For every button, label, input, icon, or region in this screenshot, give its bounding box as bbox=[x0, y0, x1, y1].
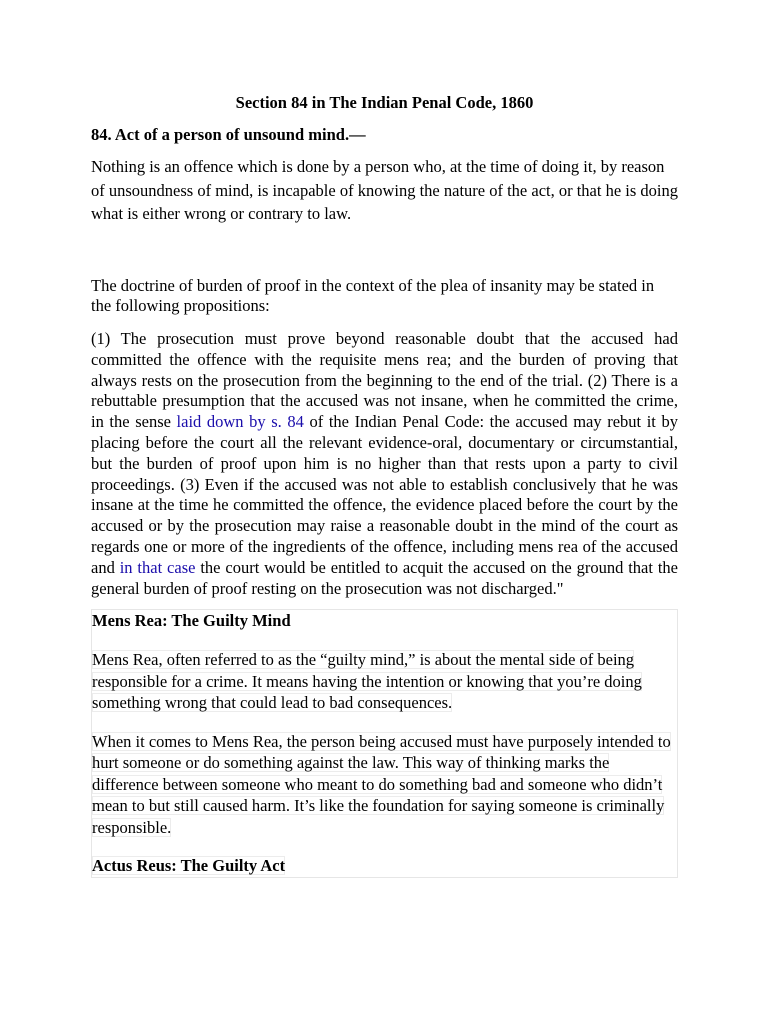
propositions-text-1: (1) The prosecution must prove beyond reasonable doubt that the accused had committed the offence with the requisite mens rea; and the burden of proving that always rests on the prosecution from the beginning to the end of the trial. (2) There is a rebuttable presumption that the accused was not insane, when he committed the crime, in the sense bbox=[91, 329, 678, 432]
section-heading: 84. Act of a person of unsound mind.— bbox=[91, 125, 366, 144]
mens-rea-para-2-text: When it comes to Mens Rea, the person being accused must have purposely intended to hurt someone or do something against the law. This way of thinking marks the difference between someone who meant to do something bad and someone who didn’t mean to but still caused harm. It’s like the foundation for saying someone is criminally responsible. bbox=[92, 731, 671, 837]
laid-down-link[interactable]: laid down by s. 84 bbox=[176, 412, 304, 432]
document-title: Section 84 in The Indian Penal Code, 1860 bbox=[235, 93, 534, 112]
propositions-paragraph bbox=[91, 329, 678, 599]
mens-rea-para-1-text: Mens Rea, often referred to as the “guilty mind,” is about the mental side of being responsible for a crime. It means having the intention or knowing that you’re doing something wrong that could lead to bad consequences. bbox=[92, 650, 642, 713]
mens-rea-heading: Mens Rea: The Guilty Mind bbox=[92, 611, 291, 631]
mens-rea-para-1 bbox=[92, 649, 677, 714]
document-page bbox=[91, 92, 678, 878]
doctrine-intro: The doctrine of burden of proof in the context of the plea of insanity may be stated in the following propositions: bbox=[91, 275, 655, 316]
actus-reus-heading bbox=[92, 855, 677, 877]
section-text: Nothing is an offence which is done by a person who, at the time of doing it, by reason of unsoundness of mind, is incapable of knowing the nature of the act, or that he is doing what is either wrong or contrary to law. bbox=[91, 157, 678, 223]
in-that-case-link[interactable]: in that case bbox=[119, 557, 196, 577]
propositions-text-2: of the Indian Penal Code: the accused may rebut it by placing before the court all the relevant evidence-oral, documentary or circumstantial, but the burden of proof upon him is no higher than that rests upon a party to civil proceedings. (3) Even if the accused was not able to establish conclusively that he was insane at the time he committed the offence, the evidence placed before the court by the accused or by the prosecution may raise a reasonable doubt in the mind of the court as regards one or more of the ingredients of the offence, including mens rea of the accused and bbox=[91, 412, 678, 577]
mens-rea-box bbox=[91, 609, 678, 878]
propositions-text-3: the court would be entitled to acquit the accused on the ground that the general burden of proof resting on the prosecution was not discharged." bbox=[91, 557, 678, 598]
mens-rea-para-2 bbox=[92, 731, 677, 839]
spacer bbox=[91, 317, 678, 329]
spacer bbox=[91, 226, 678, 276]
actus-reus-heading-text: Actus Reus: The Guilty Act bbox=[92, 856, 286, 876]
